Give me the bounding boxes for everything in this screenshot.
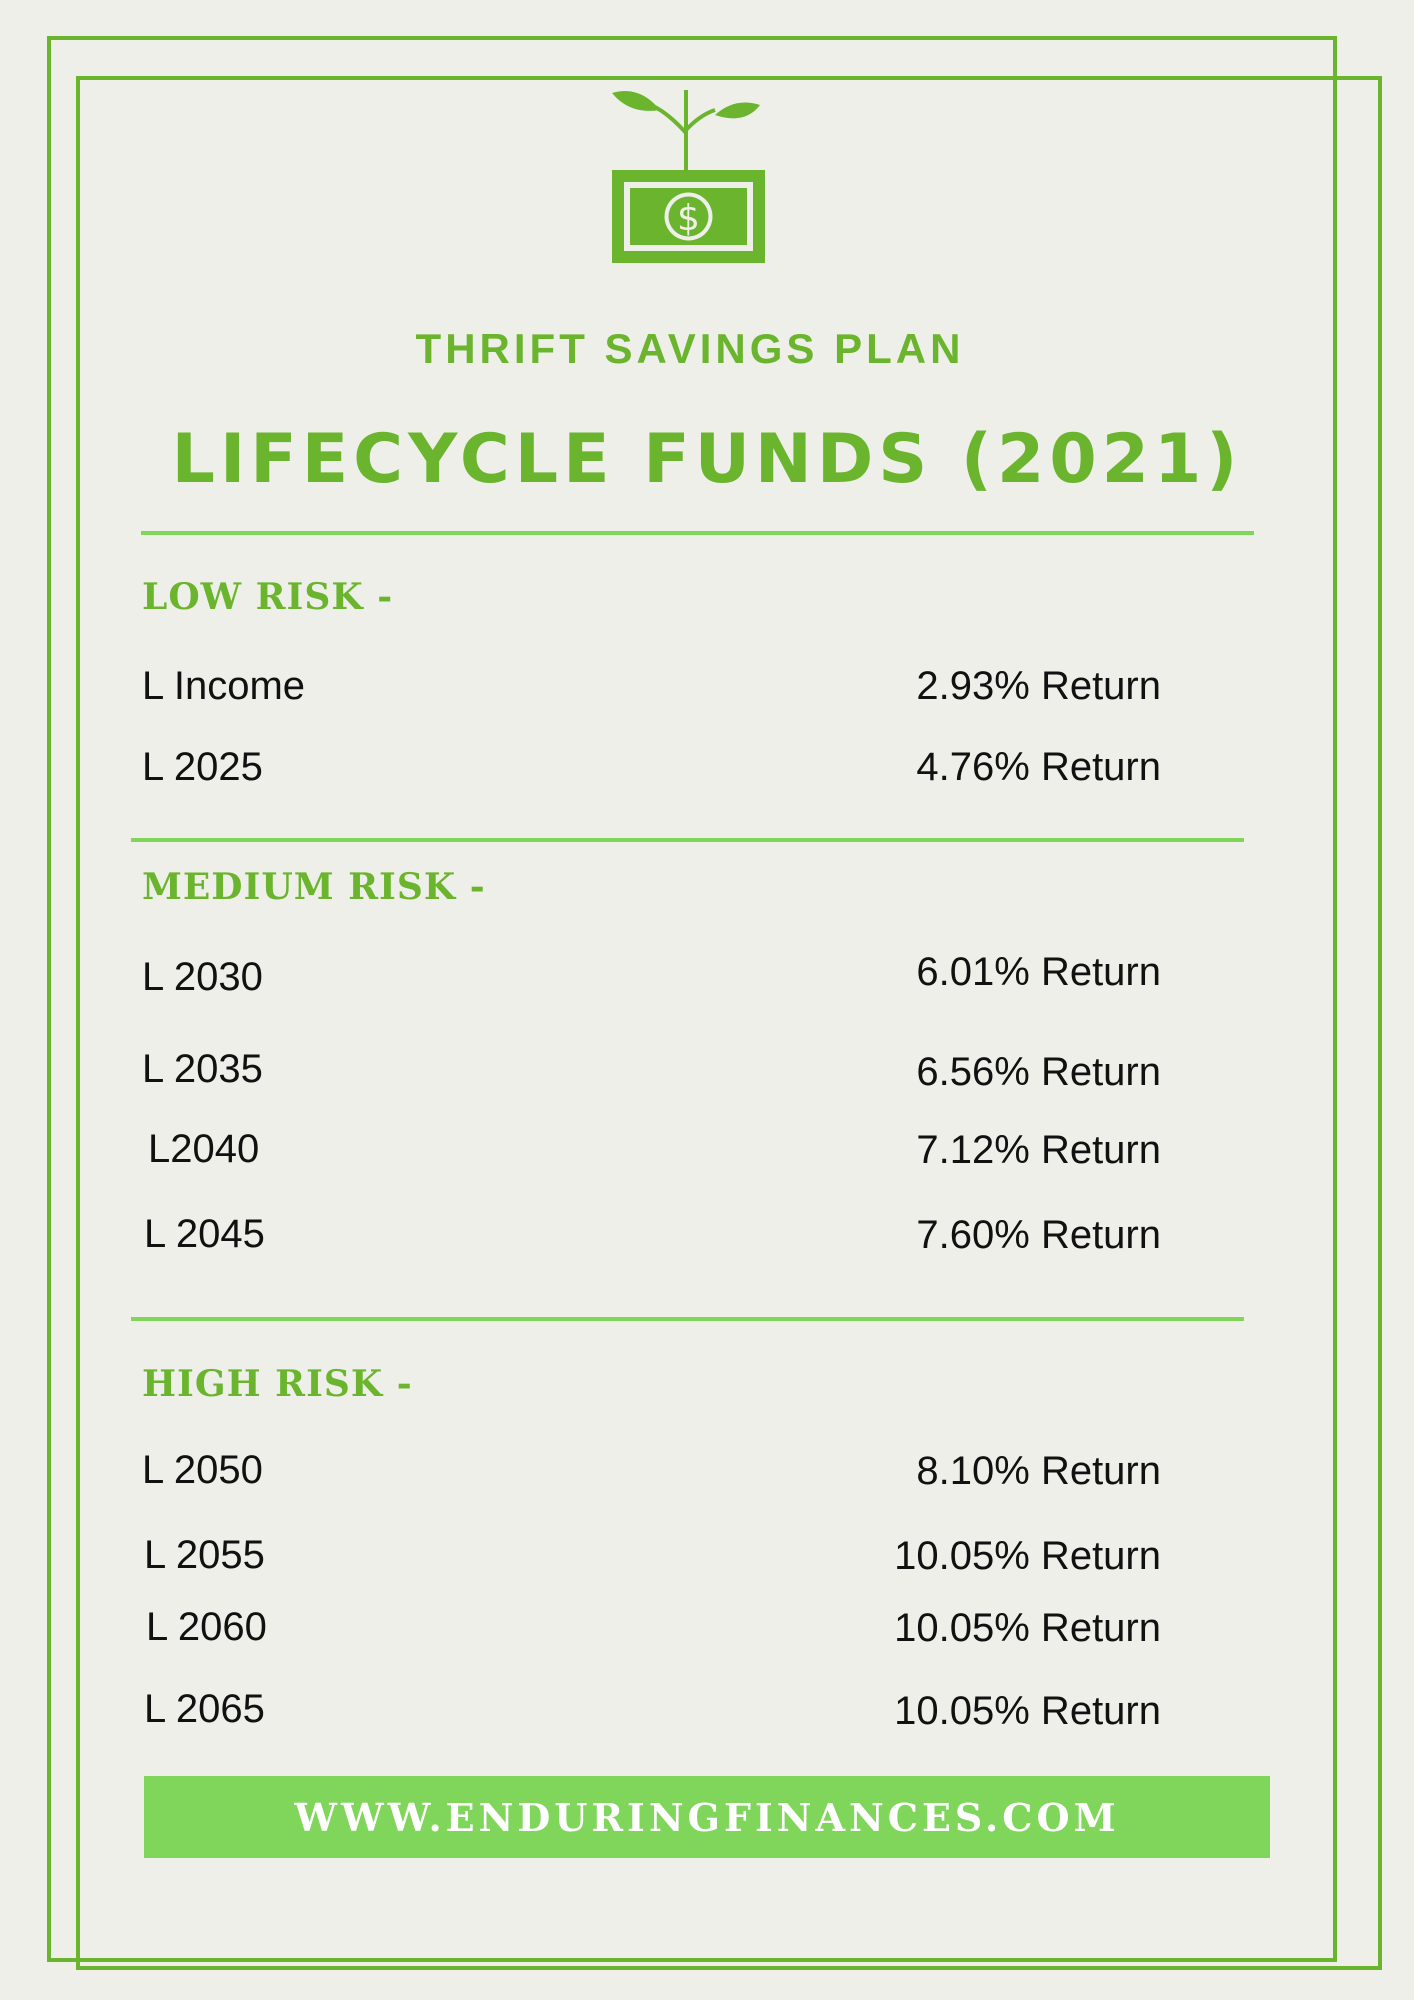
fund-name: L2040	[148, 1127, 260, 1171]
fund-return: 7.60% Return	[916, 1213, 1161, 1257]
fund-return: 10.05% Return	[894, 1606, 1161, 1650]
fund-name: L 2045	[144, 1212, 265, 1256]
fund-return: 8.10% Return	[916, 1449, 1161, 1493]
fund-name: L Income	[142, 664, 306, 708]
fund-return: 6.56% Return	[916, 1050, 1161, 1094]
fund-name: L 2060	[146, 1605, 267, 1649]
section-title-high-risk: HIGH RISK -	[142, 1363, 413, 1405]
section-title-low-risk: LOW RISK -	[142, 576, 394, 618]
fund-return: 4.76% Return	[916, 745, 1161, 789]
money-plant-icon	[600, 85, 770, 270]
fund-name: L 2030	[142, 955, 263, 999]
fund-return: 7.12% Return	[916, 1128, 1161, 1172]
eyebrow: THRIFT SAVINGS PLAN	[415, 325, 965, 372]
fund-return: 10.05% Return	[894, 1689, 1161, 1733]
section-title-medium-risk: MEDIUM RISK -	[142, 866, 486, 908]
fund-name: L 2050	[142, 1448, 263, 1492]
divider	[141, 531, 1254, 535]
fund-name: L 2035	[142, 1047, 263, 1091]
page-title: LIFECYCLE FUNDS (2021)	[171, 420, 1243, 499]
divider	[131, 838, 1244, 842]
fund-return: 10.05% Return	[894, 1534, 1161, 1578]
fund-name: L 2025	[142, 745, 263, 789]
fund-name: L 2065	[144, 1687, 265, 1731]
fund-name: L 2055	[144, 1533, 265, 1577]
divider	[131, 1317, 1244, 1321]
dollar-sign: $	[677, 198, 700, 239]
website-link[interactable]: WWW.ENDURINGFINANCES.COM	[294, 1794, 1120, 1840]
fund-return: 6.01% Return	[916, 950, 1161, 994]
website-banner[interactable]	[144, 1776, 1270, 1858]
fund-return: 2.93% Return	[916, 664, 1161, 708]
